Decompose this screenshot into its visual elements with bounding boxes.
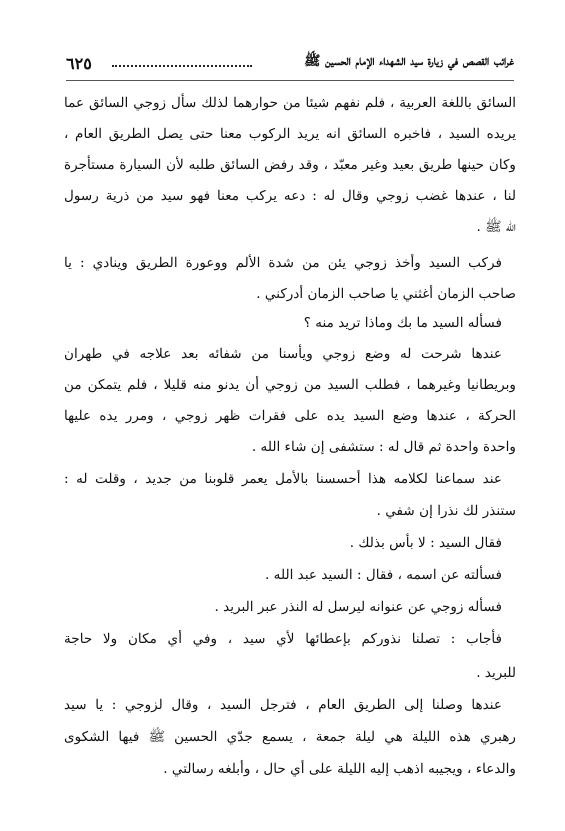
text-line: عند سماعنا لكلامه هذا أحسسنا بالأمل يعمر قلوبنا من جديد ، وقلت له :	[64, 471, 502, 487]
text-line: رهبري هذه الليلة هي ليلة جمعة ، يسمع جدّي الحسين ﷺ فيها الشكوى	[64, 729, 516, 745]
text-line: فسأله السيد ما بك وماذا تريد منه ؟	[303, 315, 502, 331]
text-line: فركب السيد وأخذ زوجي يئن من شدة الألم ووعورة الطريق وينادي : يا	[64, 255, 502, 271]
text-line: صاحب الزمان أغثني يا صاحب الزمان أدركني .	[256, 286, 516, 302]
text-line: واحدة واحدة ثم قال له : ستشفى إن شاء الله .	[251, 439, 516, 455]
header-dot-leader	[112, 65, 252, 67]
text-line: عندها وصلنا إلى الطريق العام ، فترجل السيد ، وقال لزوجي : يا سيد	[64, 697, 502, 713]
text-line: الحركة ، عندها وضع السيد يده على فقرات ظهر زوجي ، ومرر يده عليها	[64, 408, 516, 424]
text-line: الله ﷺ .	[476, 219, 516, 235]
text-line: فسأله زوجي عن عنوانه ليرسل له النذر عبر البريد .	[214, 599, 502, 615]
text-line: فقال السيد : لا بأس بذلك .	[349, 535, 502, 551]
page-header	[66, 52, 514, 78]
text-line: وكان حينها طريق بعيد وغير معبّد ، وقد رفض السائق طلبه لأن السيارة مستأجرة	[64, 157, 516, 173]
text-line: ستنذر لك نذرا إن شفي .	[376, 503, 516, 519]
running-title: غرائب القصص في زيارة سيد الشهداء الإمام الحسين ﷺ	[304, 53, 514, 69]
text-line: فأجاب : تصلنا نذوركم بإعطائها لأي سيد ، وفي أي مكان ولا حاجة	[64, 631, 502, 647]
text-line: لنا ، عندها غضب زوجي وقال له : دعه يركب معنا فهو سيد من ذرية رسول	[64, 188, 516, 204]
text-line: يريده السيد ، فاخبره السائق انه يريد الركوب معنا حتى يصل الطريق العام ،	[64, 126, 516, 142]
text-line: عندها شرحت له وضع زوجي ويأسنا من شفائه بعد علاجه في طهران	[64, 346, 502, 362]
text-line: وبريطانيا وغيرهما ، فطلب السيد من زوجي أن يدنو منه قليلا ، فلم يتمكن من	[64, 377, 516, 393]
text-line: السائق باللغة العربية ، فلم نفهم شيئا من حوارهما لذلك سأل زوجي السائق عما	[64, 95, 516, 111]
header-divider	[66, 80, 514, 81]
text-line: فسألته عن اسمه ، فقال : السيد عبد الله .	[265, 567, 502, 583]
text-line: والدعاء ، ويجيبه اذهب إليه الليلة على أي حال ، وأبلغه رسالتي .	[163, 761, 516, 777]
page-number: ٦٢٥	[66, 54, 92, 73]
text-line: للبريد .	[476, 665, 516, 681]
